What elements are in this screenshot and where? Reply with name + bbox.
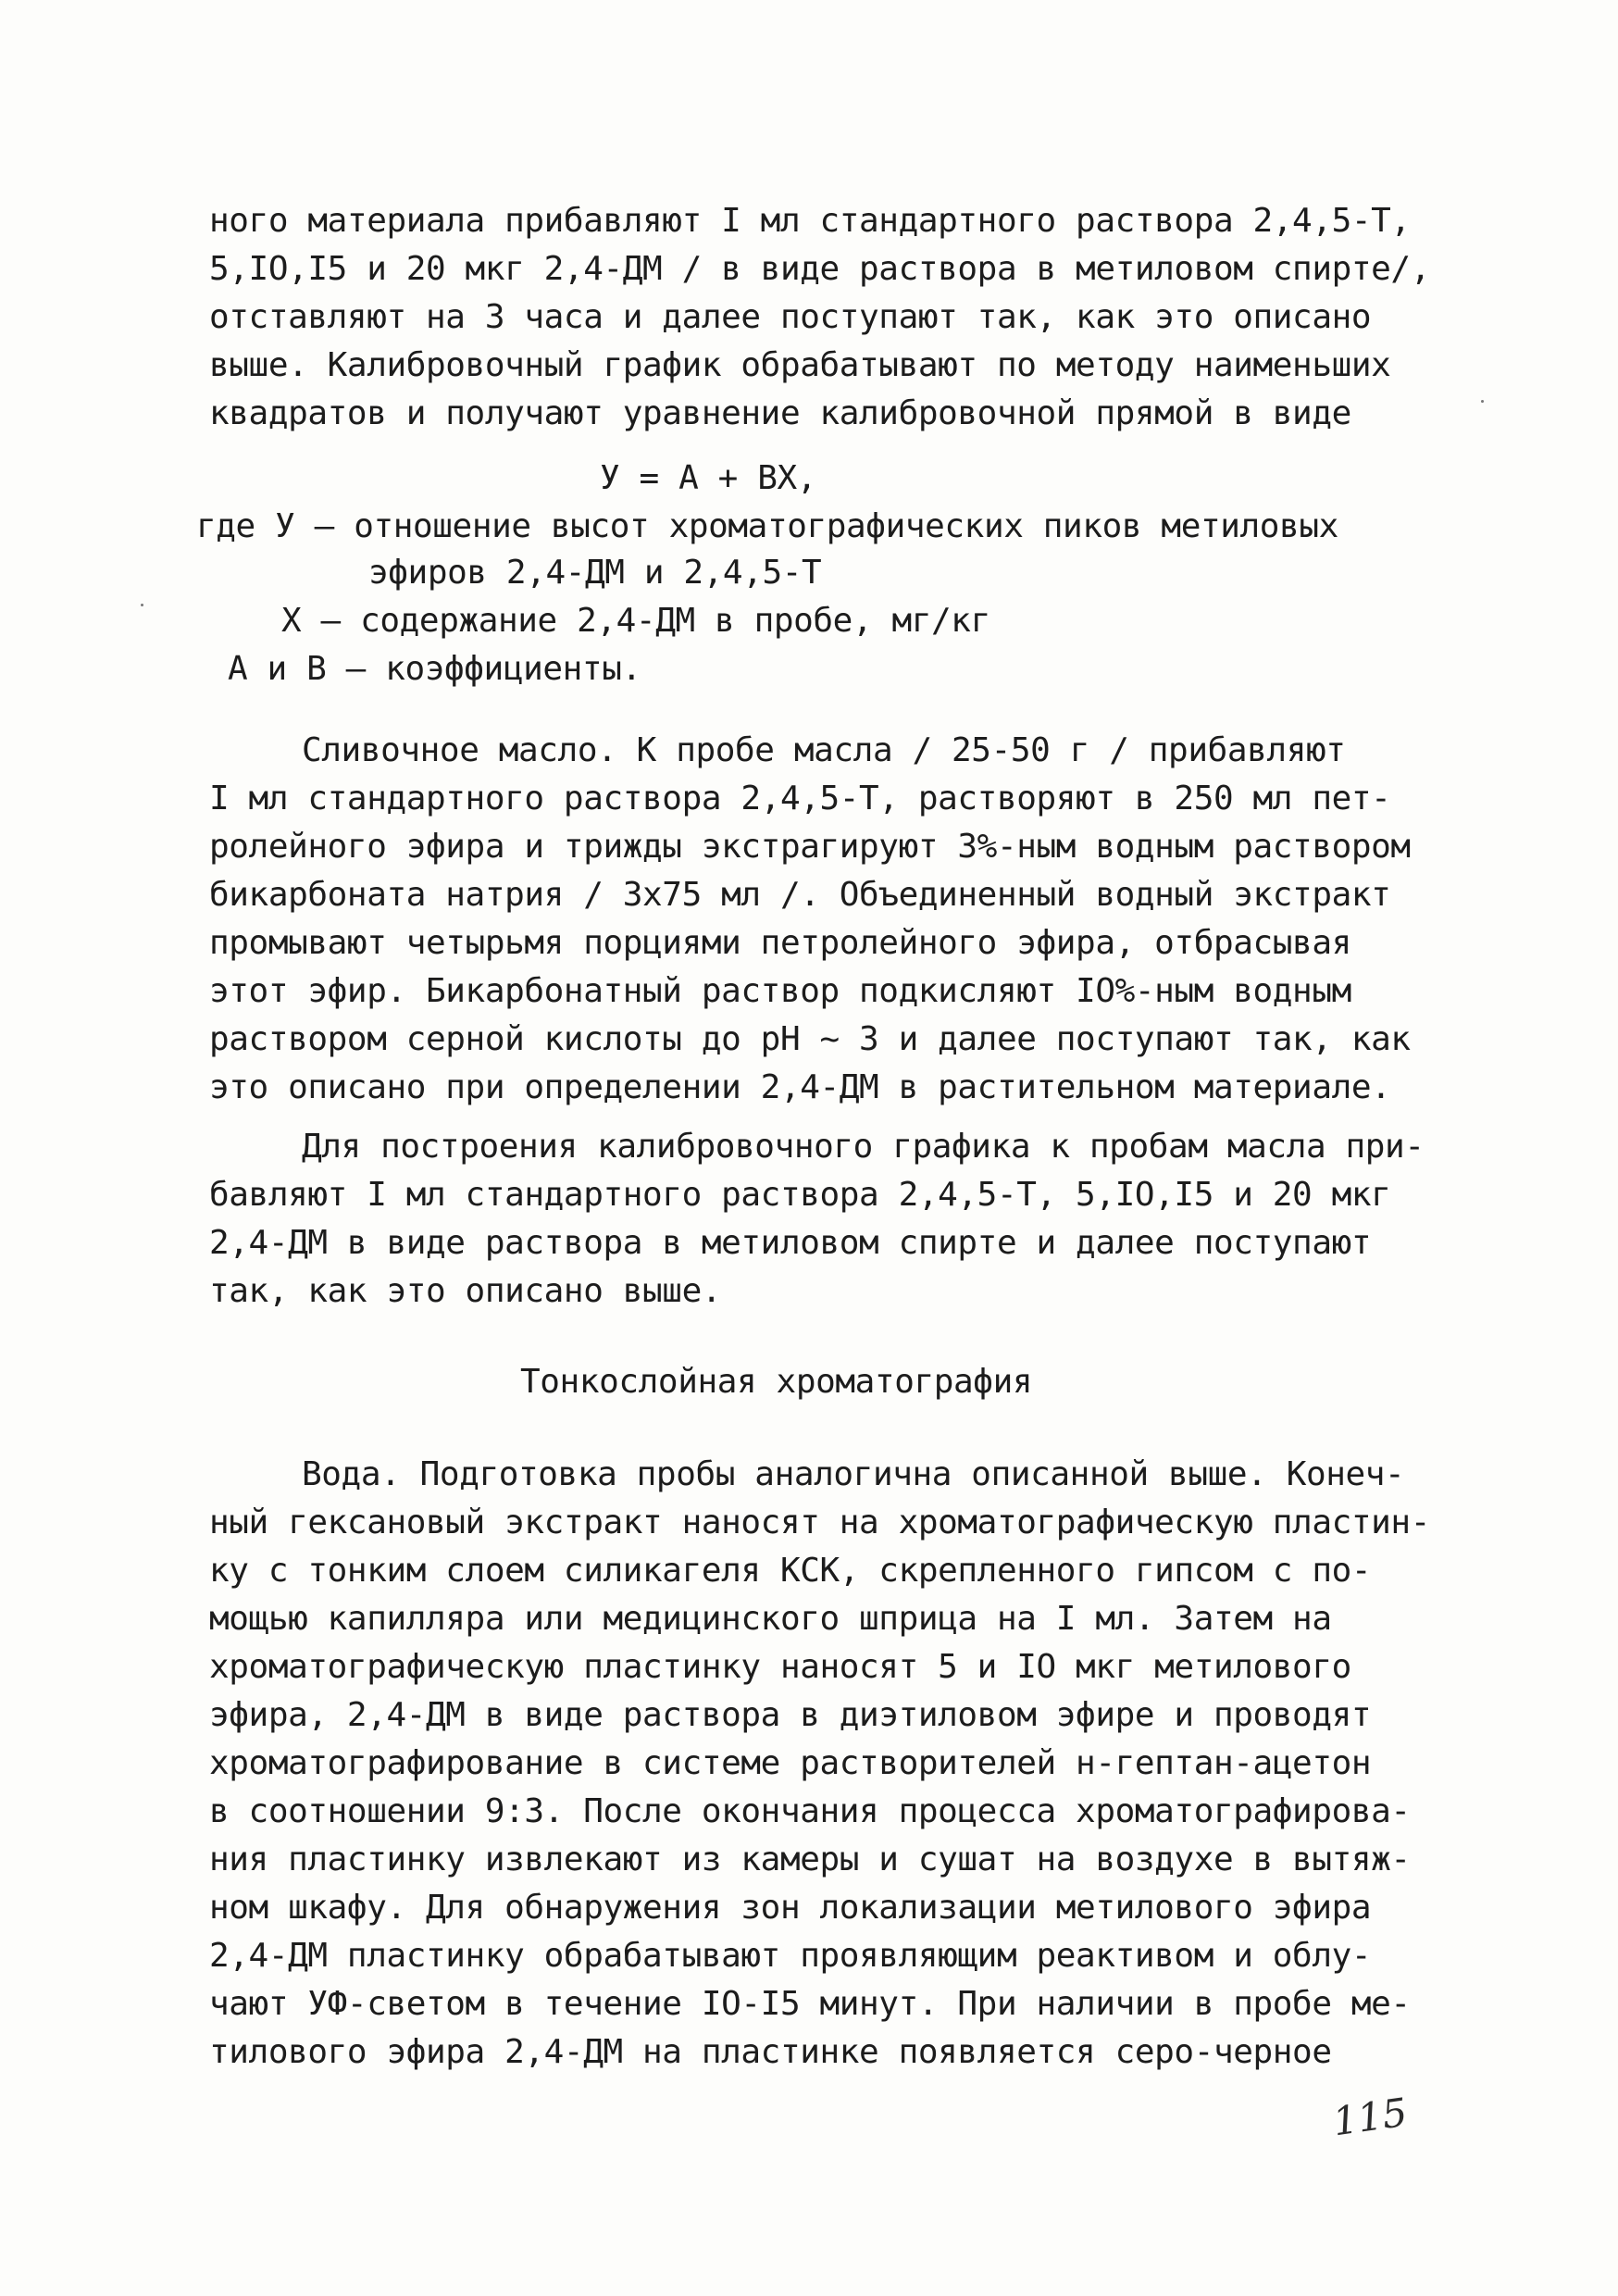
para2-line-8: это описано при определении 2,4-ДМ в растительном материале. [209, 1068, 1391, 1106]
para4-line-11: 2,4-ДМ пластинку обрабатывают проявляющим реактивом и облу- [209, 1937, 1372, 1975]
para3-line-2: бавляют I мл стандартного раствора 2,4,5-Т, 5,IO,I5 и 20 мкг [209, 1176, 1391, 1214]
scan-speck [1481, 400, 1484, 403]
para4-line-5: хроматографическую пластинку наносят 5 и IO мкг метилового [209, 1648, 1351, 1686]
para2-line-3: ролейного эфира и трижды экстрагируют 3%-ным водным раствором [209, 828, 1411, 866]
para1-line-2: 5,IO,I5 и 20 мкг 2,4-ДМ / в виде раствора в метиловом спирте/, [209, 250, 1430, 288]
para2-line-1: Сливочное масло. К пробе масла / 25-50 г / прибавляют [302, 731, 1346, 769]
para4-line-7: хроматографирование в системе растворителей н-гептан-ацетон [209, 1744, 1372, 1782]
definition-y-cont: эфиров 2,4-ДМ и 2,4,5-Т [368, 554, 822, 592]
para4-line-9: ния пластинку извлекают из камеры и сушат на воздухе в вытяж- [209, 1841, 1411, 1878]
para3-line-4: так, как это описано выше. [209, 1272, 722, 1310]
para4-line-12: чают УФ-светом в течение IO-I5 минут. При наличии в пробе ме- [209, 1985, 1411, 2023]
formula: У = А + ВХ, [600, 459, 817, 497]
para4-line-1: Вода. Подготовка пробы аналогична описанной выше. Конеч- [302, 1455, 1405, 1493]
para4-line-2: ный гексановый экстракт наносят на хроматографическую пластин- [209, 1504, 1430, 1541]
para2-line-5: промывают четырьмя порциями петролейного эфира, отбрасывая [209, 924, 1351, 962]
para4-line-6: эфира, 2,4-ДМ в виде раствора в диэтиловом эфире и проводят [209, 1696, 1372, 1734]
para2-line-6: этот эфир. Бикарбонатный раствор подкисляют IO%-ным водным [209, 972, 1351, 1010]
para4-line-4: мощью капилляра или медицинского шприца на I мл. Затем на [209, 1600, 1332, 1638]
para1-line-3: отставляют на 3 часа и далее поступают так, как это описано [209, 298, 1372, 336]
para3-line-3: 2,4-ДМ в виде раствора в метиловом спирте и далее поступают [209, 1224, 1372, 1262]
para4-line-3: ку с тонким слоем силикагеля КСК, скрепленного гипсом с по- [209, 1552, 1372, 1590]
para1-line-1: ного материала прибавляют I мл стандартного раствора 2,4,5-Т, [209, 202, 1411, 240]
para4-line-8: в соотношении 9:3. После окончания процесса хроматографирова- [209, 1792, 1411, 1830]
para2-line-2: I мл стандартного раствора 2,4,5-Т, растворяют в 250 мл пет- [209, 780, 1391, 817]
page-number: 115 [1329, 2089, 1411, 2145]
para3-line-1: Для построения калибровочного графика к пробам масла при- [302, 1128, 1425, 1166]
para2-line-7: раствором серной кислоты до рН ~ 3 и далее поступают так, как [209, 1020, 1411, 1058]
para4-line-13: тилового эфира 2,4-ДМ на пластинке появляется серо-черное [209, 2033, 1332, 2071]
scan-speck [141, 604, 143, 606]
para1-line-4: выше. Калибровочный график обрабатывают по методу наименьших [209, 346, 1391, 384]
section-heading: Тонкослойная хроматография [520, 1363, 1033, 1401]
definition-y: где У – отношение высот хроматографических пиков метиловых [196, 507, 1338, 545]
para2-line-4: бикарбоната натрия / 3х75 мл /. Объединенный водный экстракт [209, 876, 1391, 914]
para1-line-5: квадратов и получают уравнение калибровочной прямой в виде [209, 394, 1351, 432]
definition-x: Х – содержание 2,4-ДМ в пробе, мг/кг [281, 602, 990, 640]
definition-ab: А и В – коэффициенты. [228, 650, 641, 688]
para4-line-10: ном шкафу. Для обнаружения зон локализации метилового эфира [209, 1889, 1372, 1927]
